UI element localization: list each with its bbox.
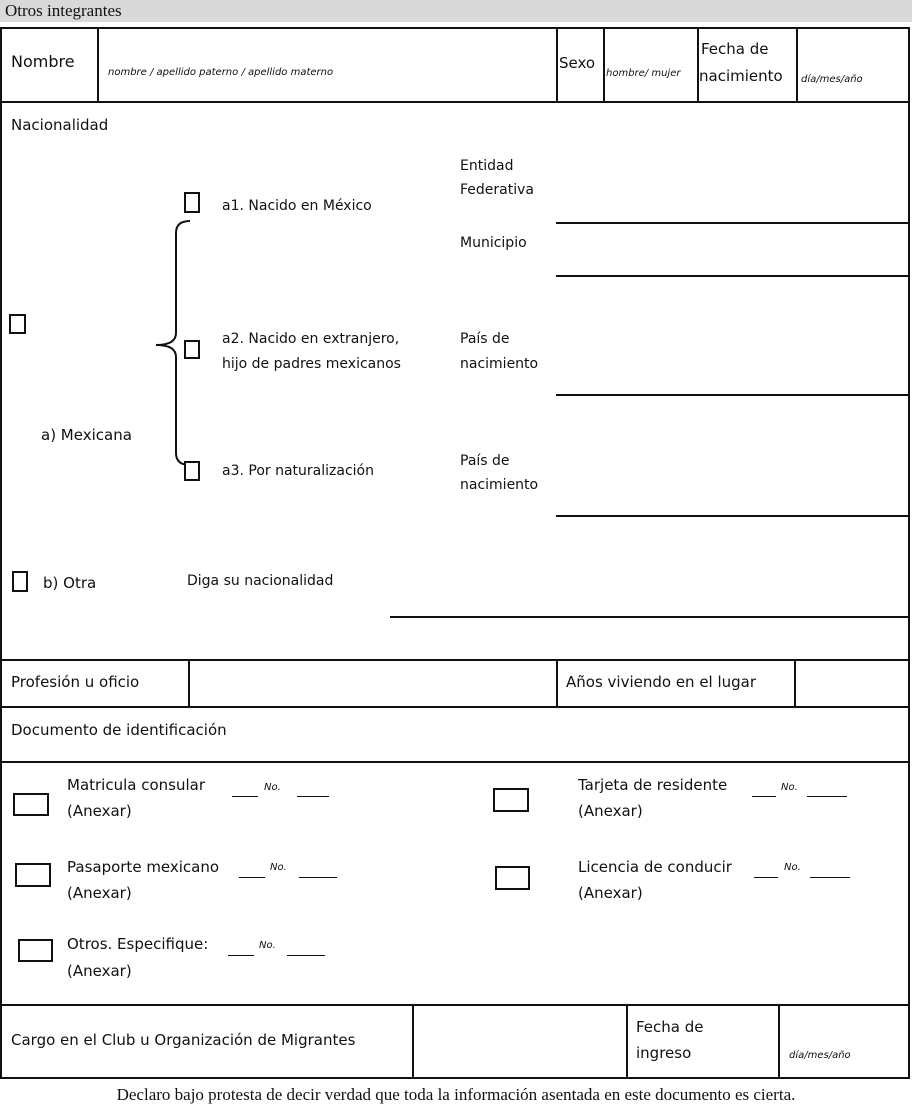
pais-a2-label-1: País de	[460, 331, 510, 347]
fecha-nacimiento-field[interactable]: día/mes/año	[801, 74, 863, 85]
otra-checkbox[interactable]	[12, 571, 28, 592]
nombre-field[interactable]: nombre / apellido paterno / apellido materno	[108, 67, 334, 78]
mexicana-checkbox[interactable]	[9, 314, 26, 334]
licencia-line-2[interactable]	[810, 877, 850, 878]
profesion-divider-1	[188, 659, 190, 708]
nacionalidad-label: Nacionalidad	[11, 116, 109, 134]
frame-right-border	[908, 27, 910, 1079]
a3-checkbox[interactable]	[184, 461, 200, 481]
pasaporte-line-2[interactable]	[299, 877, 337, 878]
matricula-no-label: No.	[264, 782, 281, 793]
licencia-no-label: No.	[784, 862, 801, 873]
licencia-anexar: (Anexar)	[578, 884, 643, 902]
cargo-divider-2	[626, 1004, 628, 1079]
row1-divider-1	[97, 27, 99, 103]
frame-bottom-border	[0, 1077, 910, 1079]
cargo-input[interactable]	[416, 1008, 624, 1076]
a2-label-1: a2. Nacido en extranjero,	[222, 331, 400, 347]
otros-line-2[interactable]	[287, 955, 325, 956]
profesion-row-top	[0, 659, 910, 661]
municipio-input-line[interactable]	[556, 275, 908, 277]
frame-left-border	[0, 27, 2, 1079]
profesion-row-bottom	[0, 706, 910, 708]
pasaporte-no-label: No.	[270, 862, 287, 873]
pasaporte-anexar: (Anexar)	[67, 884, 132, 902]
documento-label: Documento de identificación	[11, 721, 227, 739]
cargo-divider-1	[412, 1004, 414, 1079]
row1-bottom-border	[0, 101, 910, 103]
otros-label: Otros. Especifique:	[67, 935, 209, 953]
a1-checkbox[interactable]	[184, 192, 200, 213]
municipio-label: Municipio	[460, 235, 527, 251]
pasaporte-line-1[interactable]	[239, 877, 265, 878]
a2-label-2: hijo de padres mexicanos	[222, 356, 401, 372]
anos-viviendo-input[interactable]	[798, 662, 906, 705]
profesion-input[interactable]	[192, 662, 554, 705]
pais-a2-label-2: nacimiento	[460, 356, 539, 372]
tarjeta-no-label: No.	[781, 782, 798, 793]
section-header-bar	[0, 0, 912, 22]
otros-line-1[interactable]	[228, 955, 254, 956]
pais-a2-input-line[interactable]	[556, 394, 908, 396]
matricula-line-1[interactable]	[232, 796, 258, 797]
pais-a3-input-line[interactable]	[556, 515, 908, 517]
row1-divider-4	[697, 27, 699, 103]
otra-nacionalidad-input-line[interactable]	[390, 616, 908, 618]
fecha-ingreso-label-2: ingreso	[636, 1044, 692, 1062]
matricula-anexar: (Anexar)	[67, 802, 132, 820]
mexicana-label: a) Mexicana	[41, 426, 132, 444]
cargo-row-top	[0, 1004, 910, 1006]
anos-viviendo-label: Años viviendo en el lugar	[566, 673, 757, 691]
licencia-checkbox[interactable]	[495, 866, 530, 890]
tarjeta-line-2[interactable]	[807, 796, 847, 797]
fecha-nacimiento-label-1: Fecha de	[701, 40, 769, 58]
sexo-field[interactable]: hombre/ mujer	[606, 68, 681, 79]
pasaporte-label: Pasaporte mexicano	[67, 858, 220, 876]
otros-checkbox[interactable]	[18, 939, 53, 962]
entidad-input-line[interactable]	[556, 222, 908, 224]
profesion-divider-2	[556, 659, 558, 708]
tarjeta-anexar: (Anexar)	[578, 802, 643, 820]
footer-declaration: Declaro bajo protesta de decir verdad que toda la información asentada en este documento es cierta.	[116, 1085, 796, 1104]
tarjeta-line-1[interactable]	[752, 796, 776, 797]
otros-no-label: No.	[259, 940, 276, 951]
pasaporte-checkbox[interactable]	[15, 863, 51, 887]
row1-divider-2	[556, 27, 558, 103]
tarjeta-residente-checkbox[interactable]	[493, 788, 529, 812]
matricula-line-2[interactable]	[297, 796, 329, 797]
a1-label: a1. Nacido en México	[222, 198, 372, 214]
row1-divider-5	[796, 27, 798, 103]
fecha-ingreso-field[interactable]: día/mes/año	[789, 1050, 851, 1061]
fecha-ingreso-label-1: Fecha de	[636, 1018, 704, 1036]
row1-divider-3	[603, 27, 605, 103]
matricula-label: Matricula consular	[67, 776, 206, 794]
sexo-label: Sexo	[559, 54, 596, 72]
otra-label: b) Otra	[43, 574, 97, 592]
cargo-label: Cargo en el Club u Organización de Migrantes	[11, 1031, 356, 1049]
tarjeta-residente-label: Tarjeta de residente	[578, 776, 728, 794]
fecha-nacimiento-label-2: nacimiento	[699, 67, 783, 85]
profesion-divider-3	[794, 659, 796, 708]
section-title: Otros integrantes	[5, 1, 122, 20]
a3-label: a3. Por naturalización	[222, 463, 374, 479]
otros-anexar: (Anexar)	[67, 962, 132, 980]
a2-checkbox[interactable]	[184, 340, 200, 359]
entidad-label-2: Federativa	[460, 182, 534, 198]
pais-a3-label-1: País de	[460, 453, 510, 469]
pais-a3-label-2: nacimiento	[460, 477, 539, 493]
cargo-divider-3	[778, 1004, 780, 1079]
entidad-label-1: Entidad	[460, 158, 514, 174]
profesion-label: Profesión u oficio	[11, 673, 140, 691]
nombre-label: Nombre	[11, 52, 75, 71]
licencia-label: Licencia de conducir	[578, 858, 732, 876]
matricula-checkbox[interactable]	[13, 793, 49, 816]
diga-nacionalidad-label: Diga su nacionalidad	[187, 573, 334, 589]
documento-header-bottom	[0, 761, 910, 763]
licencia-line-1[interactable]	[754, 877, 778, 878]
frame-top-border	[0, 27, 910, 29]
